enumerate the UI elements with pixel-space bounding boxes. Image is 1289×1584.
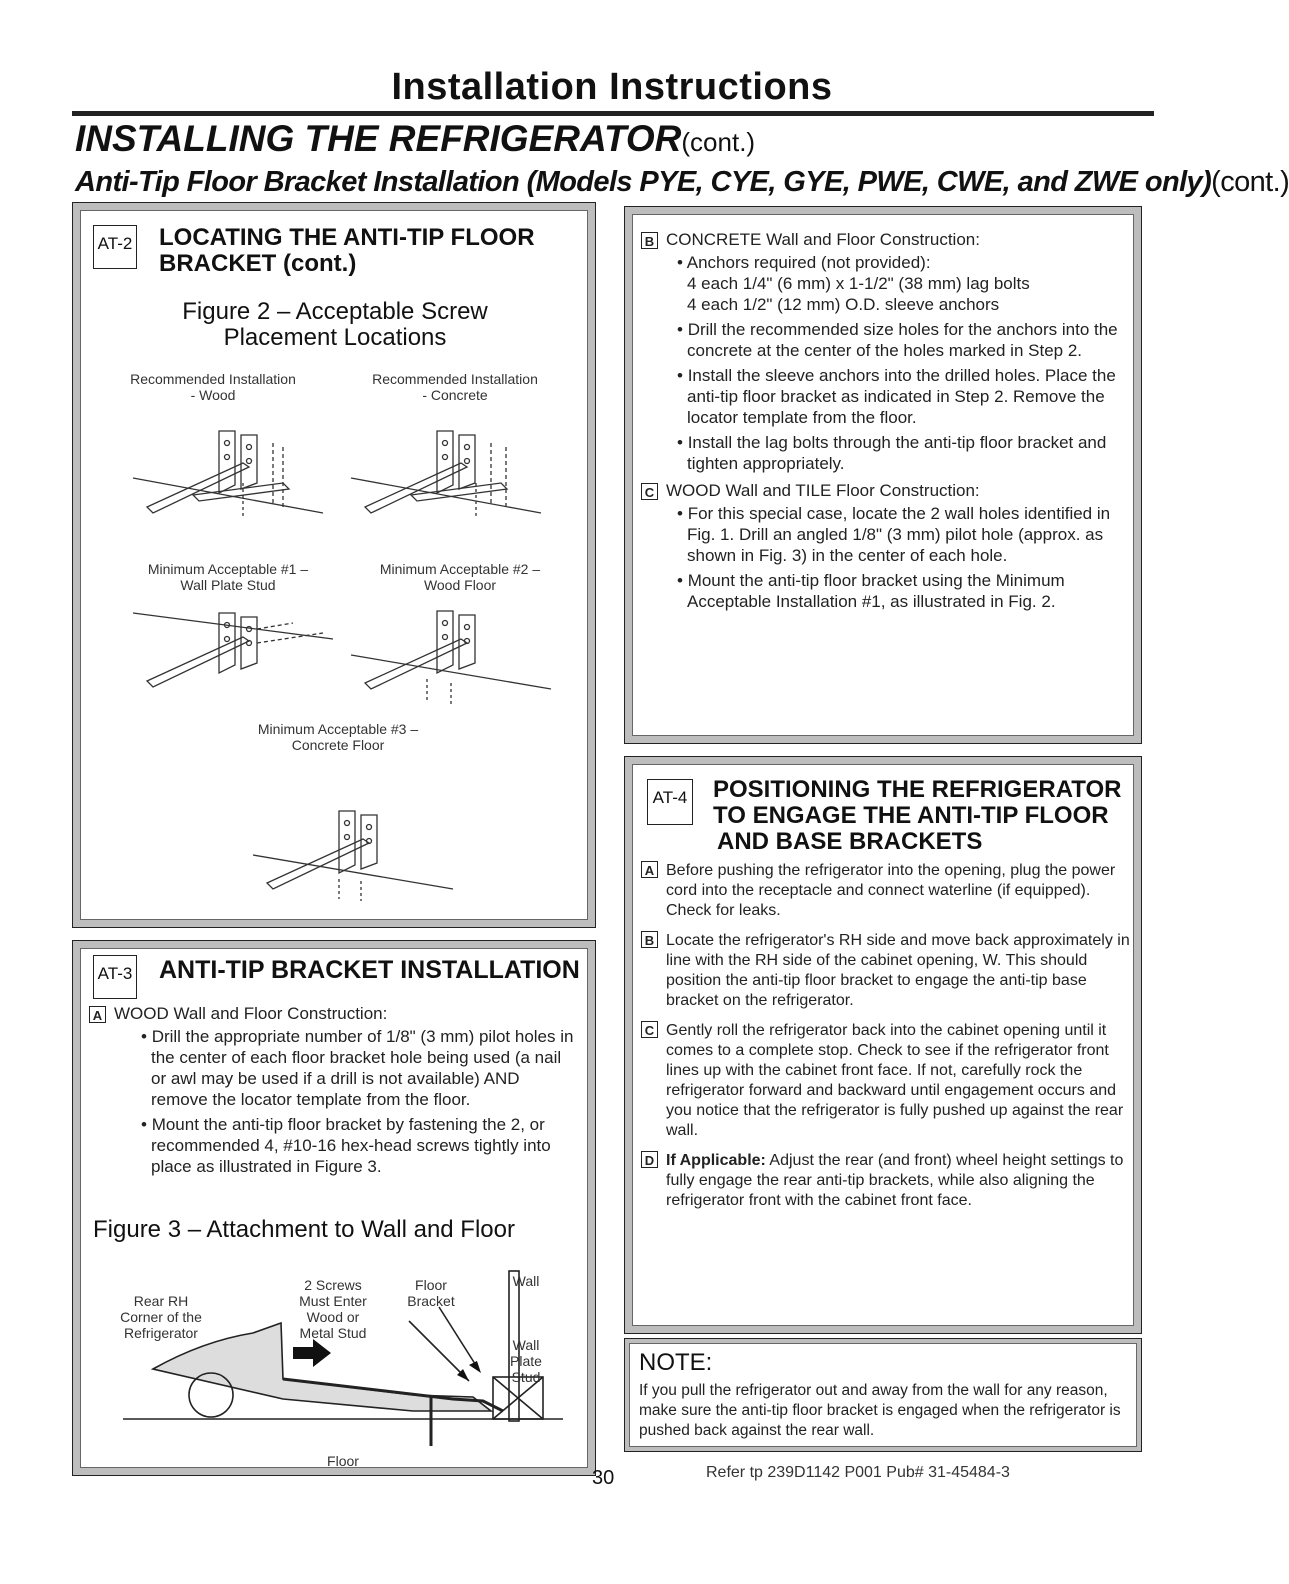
label-rec-conc: [345, 371, 565, 403]
fig3-label-rear-3: Refrigerator: [124, 1325, 198, 1341]
at3-item-a: [89, 1003, 579, 1024]
at2-title-line2: BRACKET (cont.): [159, 250, 357, 277]
label-min3-1: Minimum Acceptable #3 –: [257, 721, 419, 737]
right-b-bullet-1-line3: 4 each 1/2" (12 mm) O.D. sleeve anchors: [687, 295, 1000, 314]
fig3-label-floor-bracket-2: Bracket: [407, 1293, 455, 1309]
label-min3-2: Concrete Floor: [291, 737, 385, 753]
fig3-label-wall: Wall: [512, 1273, 540, 1289]
right-c-bullet-1: • For this special case, locate the 2 wall holes identified in Fig. 1. Drill an angled 1/8" (3 mm) pilot hole (approx. as shown in Fig. 3) in the center of each hole.: [677, 504, 1111, 565]
bracket-rec-concrete-illustration: [351, 423, 551, 533]
right-item-b: [641, 229, 1135, 250]
fig3-label-floor-bracket-1: Floor: [415, 1277, 447, 1293]
panel-concrete-tile: [624, 206, 1142, 744]
label-min3: [213, 721, 463, 753]
at3-title: ANTI-TIP BRACKET INSTALLATION: [159, 956, 580, 984]
panel-at2: [72, 202, 596, 928]
at4-a-text: Before pushing the refrigerator into the opening, plug the power cord into the receptacle and connect waterline (if equipped). Check for leaks.: [666, 862, 1116, 919]
label-rec-conc-2: - Concrete: [422, 387, 488, 403]
bracket-min2-illustration: [351, 603, 561, 713]
at3-item-a-title: WOOD Wall and Floor Construction:: [114, 1004, 388, 1023]
at4-title-line3: AND BASE BRACKETS: [717, 828, 983, 855]
at4-b-text: Locate the refrigerator's RH side and move back approximately in line with the RH side of the cabinet opening, W. This should position the anti-tip floor bracket to engage the anti-tip base bracket on the refrigerator.: [666, 932, 1130, 1009]
label-min1: [103, 561, 353, 593]
at3-body: [89, 1003, 579, 1177]
fig3-label-rear-2: Corner of the: [120, 1309, 202, 1325]
section-subtitle: [75, 166, 1289, 199]
right-b-bullet-1-line2: 4 each 1/4" (6 mm) x 1-1/2" (38 mm) lag bolts: [687, 274, 1030, 293]
fig2-caption: [73, 299, 597, 351]
at4-letter-d: D: [641, 1151, 658, 1168]
right-b-bullet-1: • Anchors required (not provided): 4 each 1/4" (6 mm) x 1-1/2" (38 mm) lag bolts 4 each 1/2" (12 mm) O.D. sleeve anchors: [677, 253, 1030, 314]
right-letter-c: C: [641, 483, 658, 500]
at4-body: [641, 861, 1135, 1211]
right-b-bullet-2-text: Drill the recommended size holes for the anchors into the concrete at the center of the holes marked in Step 2.: [687, 320, 1118, 360]
at4-d-text: Adjust the rear (and front) wheel height settings to fully engage the rear anti-tip brackets, while also aligning the refrigerator front with the cabinet front face.: [666, 1152, 1124, 1209]
fig3-caption: Figure 3 – Attachment to Wall and Floor: [93, 1216, 515, 1243]
fig3-label-screws-3: Wood or: [306, 1309, 360, 1325]
page-header-title: Installation Instructions: [391, 66, 833, 108]
fig3-label-plate-2: Plate: [510, 1353, 542, 1369]
at2-title: [159, 225, 535, 277]
label-min2-1: Minimum Acceptable #2 –: [379, 561, 541, 577]
fig2-caption-line2: Placement Locations: [223, 324, 447, 351]
fig3-label-screws: [283, 1277, 383, 1341]
fig3-label-floor: Floor: [327, 1453, 359, 1469]
at3-tag: AT-3: [93, 955, 137, 999]
at4-letter-b: B: [641, 931, 658, 948]
fig3-label-screws-4: Metal Stud: [299, 1325, 367, 1341]
right-c-bullet-2-text: Mount the anti-tip floor bracket using the Minimum Acceptable Installation #1, as illustrated in Fig. 2.: [687, 571, 1065, 611]
label-min1-2: Wall Plate Stud: [180, 577, 276, 593]
fig3-label-screws-2: Must Enter: [299, 1293, 367, 1309]
at2-tag: AT-2: [93, 225, 137, 269]
section-subtitle-text: Anti-Tip Floor Bracket Installation (Models PYE, CYE, GYE, PWE, CWE, and ZWE only): [75, 166, 1212, 198]
right-b-bullet-3: • Install the sleeve anchors into the drilled holes. Place the anti-tip floor bracket as indicated in Step 2. Remove the locator template from the floor.: [677, 366, 1116, 427]
right-b-title: CONCRETE Wall and Floor Construction:: [666, 230, 980, 249]
label-min2-2: Wood Floor: [423, 577, 497, 593]
note-text: If you pull the refrigerator out and away from the wall for any reason, make sure the anti-tip floor bracket is engaged when the refrigerator is pushed back against the rear wall.: [639, 1382, 1121, 1439]
label-rec-conc-1: Recommended Installation: [372, 371, 538, 387]
page-number: 30: [592, 1467, 615, 1489]
at4-title-line2: TO ENGAGE THE ANTI-TIP FLOOR: [713, 802, 1109, 829]
right-c-title: WOOD Wall and TILE Floor Construction:: [666, 481, 980, 500]
bracket-min3-illustration: [253, 803, 463, 913]
right-b-bullet-4: • Install the lag bolts through the anti-tip floor bracket and tighten appropriately.: [677, 433, 1107, 473]
section-subtitle-cont: (cont.): [1211, 166, 1289, 198]
fig3-label-floor-bracket: [391, 1277, 471, 1309]
right-b-bullet-3-text: Install the sleeve anchors into the drilled holes. Place the anti-tip floor bracket as indicated in Step 2. Remove the locator template from the floor.: [687, 366, 1116, 427]
bracket-min1-illustration: [133, 603, 343, 703]
fig3-label-plate-3: Stud: [511, 1369, 541, 1385]
bracket-rec-wood-illustration: [133, 423, 333, 533]
at4-letter-a: A: [641, 861, 658, 878]
note-title: NOTE:: [639, 1349, 713, 1376]
section-title-cont: (cont.): [681, 127, 756, 157]
panel-note: [624, 1338, 1142, 1452]
at4-item-a: [641, 861, 1135, 921]
label-rec-wood: [103, 371, 323, 403]
reference-note: Refer tp 239D1142 P001 Pub# 31-45484-3: [706, 1464, 1010, 1481]
fig3-label-rear: [111, 1293, 211, 1341]
at4-tag: AT-4: [647, 779, 693, 825]
right-c-bullet-2: • Mount the anti-tip floor bracket using the Minimum Acceptable Installation #1, as illustrated in Fig. 2.: [677, 571, 1065, 611]
fig3-label-rear-1: Rear RH: [133, 1293, 189, 1309]
panel-at4: [624, 756, 1142, 1334]
at4-d-bold: If Applicable:: [666, 1152, 766, 1169]
fig3-label-screws-1: 2 Screws: [304, 1277, 362, 1293]
right-b-bullet-2: • Drill the recommended size holes for the anchors into the concrete at the center of the holes marked in Step 2.: [677, 320, 1118, 360]
fig2-caption-line1: Figure 2 – Acceptable Screw: [182, 298, 488, 325]
right-b-bullet-4-text: Install the lag bolts through the anti-tip floor bracket and tighten appropriately.: [687, 433, 1107, 473]
right-letter-b: B: [641, 232, 658, 249]
fig3-label-plate-1: Wall: [512, 1337, 540, 1353]
at4-item-b: [641, 931, 1135, 1011]
section-title-text: INSTALLING THE REFRIGERATOR: [75, 118, 682, 159]
at4-title: [713, 777, 1121, 855]
at3-letter-a: A: [89, 1006, 106, 1023]
right-top-body: [641, 229, 1135, 612]
right-b-bullet-1-line1: Anchors required (not provided):: [686, 253, 931, 272]
right-item-c: [641, 480, 1135, 501]
at3-bullet-1: • Drill the appropriate number of 1/8" (3 mm) pilot holes in the center of each floor bracket hole being used (a nail or awl may be used if a drill is not available) AND remove the locator template from the floor.: [141, 1027, 574, 1109]
label-rec-wood-2: - Wood: [190, 387, 236, 403]
at4-letter-c: C: [641, 1021, 658, 1038]
at4-title-line1: POSITIONING THE REFRIGERATOR: [713, 776, 1122, 803]
at4-c-text: Gently roll the refrigerator back into the cabinet opening until it comes to a complete stop. Check to see if the refrigerator front lines up with the cabinet front face. If not, carefully rock the refrigerator forward and backward until engagement occurs and you notice that the refrigerator is fully pushed up against the rear wall.: [666, 1022, 1124, 1139]
fig3-label-plate: [501, 1337, 551, 1385]
header-rule: [72, 111, 1154, 116]
at3-bullet-2: • Mount the anti-tip floor bracket by fastening the 2, or recommended 4, #10-16 hex-head screws tightly into place as illustrated in Figure 3.: [141, 1115, 551, 1176]
label-rec-wood-1: Recommended Installation: [130, 371, 296, 387]
right-c-bullet-1-text: For this special case, locate the 2 wall holes identified in Fig. 1. Drill an angled 1/8" (3 mm) pilot hole (approx. as shown in Fig. 3) in the center of each hole.: [687, 504, 1111, 565]
at4-item-c: [641, 1021, 1135, 1141]
at4-item-d: [641, 1151, 1135, 1211]
at3-bullet-2-text: Mount the anti-tip floor bracket by fastening the 2, or recommended 4, #10-16 hex-head screws tightly into place as illustrated in Figure 3.: [151, 1115, 551, 1176]
at2-title-line1: LOCATING THE ANTI-TIP FLOOR: [159, 224, 535, 251]
at3-bullet-1-text: Drill the appropriate number of 1/8" (3 mm) pilot holes in the center of each floor bracket hole being used (a nail or awl may be used if a drill is not available) AND remove the locator template from the floor.: [151, 1027, 574, 1109]
panel-at3: [72, 940, 596, 1476]
section-title: [75, 118, 755, 160]
label-min2: [335, 561, 585, 593]
label-min1-1: Minimum Acceptable #1 –: [147, 561, 309, 577]
